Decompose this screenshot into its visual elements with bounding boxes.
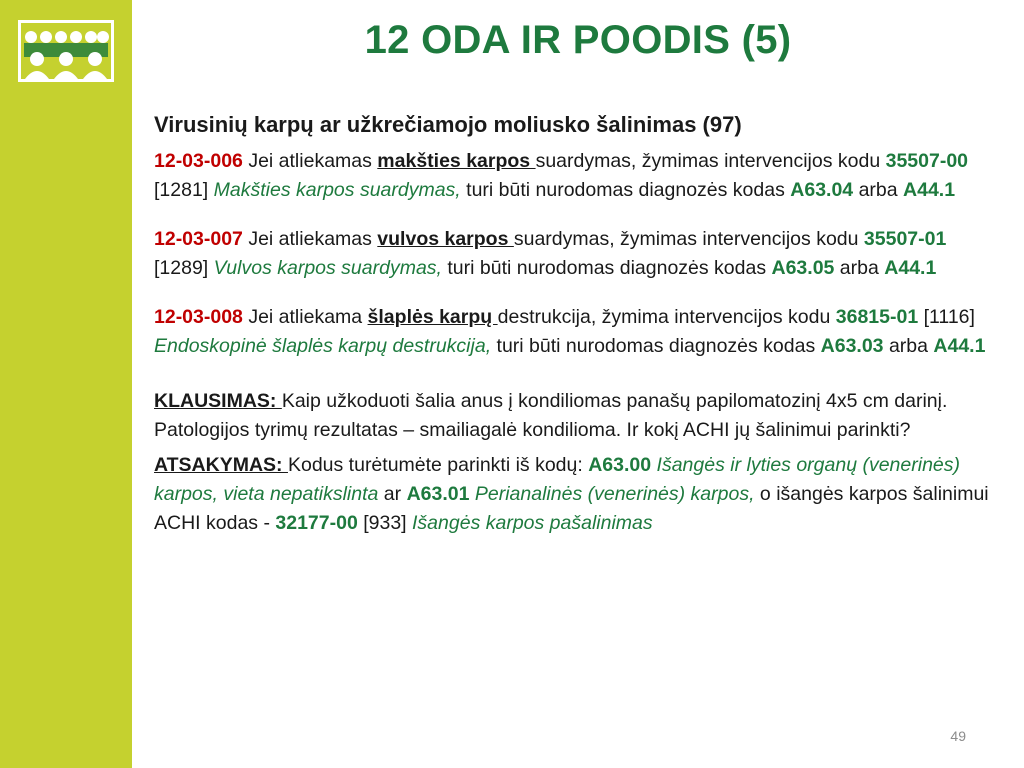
intervention-code: 32177-00 — [275, 512, 358, 534]
block-code: [933] — [357, 512, 413, 534]
diagnosis-name: Perianalinės (venerinės) karpos, — [469, 483, 755, 505]
question-paragraph — [154, 387, 1004, 445]
diagnosis-name: Išangės ir lyties organų (venerinės) karpos, vieta nepatikslinta — [154, 454, 961, 505]
diagnosis-code: A44.1 — [933, 335, 986, 357]
text: destrukcija, žymima intervencijos kodu — [497, 306, 836, 328]
underlined-term: vulvos karpos — [377, 228, 514, 250]
text: suardymas, žymimas intervencijos kodu — [535, 150, 886, 172]
block-code: [1289] — [154, 257, 214, 279]
underlined-term: makšties karpos — [377, 150, 536, 172]
text: arba — [883, 335, 934, 357]
intervention-name: Makšties karpos suardymas, — [213, 179, 461, 201]
sidebar-band — [0, 0, 132, 768]
diagnosis-code: A63.03 — [820, 335, 884, 357]
text: turi būti nurodomas diagnozės kodas — [460, 179, 791, 201]
block-code: [1281] — [154, 179, 214, 201]
underlined-term: šlaplės karpų — [367, 306, 498, 328]
page-number: 49 — [950, 728, 966, 744]
logo — [18, 20, 114, 82]
slide-content — [154, 110, 1004, 558]
diagnosis-code: A44.1 — [884, 257, 937, 279]
intervention-name: Endoskopinė šlaplės karpų destrukcija, — [154, 335, 492, 357]
slide-title: 12 ODA IR POODIS (5) — [364, 18, 792, 62]
text: Jei atliekamas — [242, 150, 378, 172]
rule-code: 12-03-007 — [154, 228, 243, 250]
question-text: Kaip užkoduoti šalia anus į kondiliomas panašų papilomatozinį 4x5 cm darinį. Patologijos tyrimų rezultatas – smailiagalė kondilioma. Ir kokį ACHI jų šalinimui parinkti? — [154, 390, 948, 441]
rule-code: 12-03-008 — [154, 306, 243, 328]
text: turi būti nurodomas diagnozės kodas — [491, 335, 821, 357]
intervention-code: 35507-00 — [885, 150, 969, 172]
rule-paragraph-3 — [154, 303, 1004, 361]
rule-paragraph-2 — [154, 225, 1004, 283]
section-heading: Virusinių karpų ar užkrečiamojo moliusko šalinimas (97) — [154, 112, 742, 137]
diagnosis-code: A44.1 — [903, 179, 956, 201]
diagnosis-code: A63.01 — [406, 483, 470, 505]
diagnosis-code: A63.04 — [790, 179, 854, 201]
answer-paragraph — [154, 451, 1004, 538]
text: arba — [853, 179, 904, 201]
intervention-code: 36815-01 — [835, 306, 919, 328]
intervention-code: 35507-01 — [863, 228, 947, 250]
text: Kodus turėtumėte parinkti iš kodų: — [287, 454, 589, 476]
diagnosis-code: A63.05 — [771, 257, 835, 279]
text: ar — [378, 483, 407, 505]
rule-code: 12-03-006 — [154, 150, 243, 172]
rule-paragraph-1 — [154, 147, 1004, 205]
intervention-name: Vulvos karpos suardymas, — [213, 257, 442, 279]
text: turi būti nurodomas diagnozės kodas — [441, 257, 772, 279]
text: suardymas, žymimas intervencijos kodu — [513, 228, 864, 250]
intervention-name: Išangės karpos pašalinimas — [412, 512, 653, 534]
question-label: KLAUSIMAS: — [154, 390, 282, 412]
text: Jei atliekama — [242, 306, 368, 328]
text: o išangės karpos šalinimui ACHI kodas - — [154, 483, 989, 534]
people-group-icon — [21, 23, 111, 79]
block-code: [1116] — [918, 306, 975, 328]
answer-label: ATSAKYMAS: — [154, 454, 288, 476]
text: arba — [834, 257, 885, 279]
text: Jei atliekamas — [242, 228, 378, 250]
diagnosis-code: A63.00 — [588, 454, 652, 476]
